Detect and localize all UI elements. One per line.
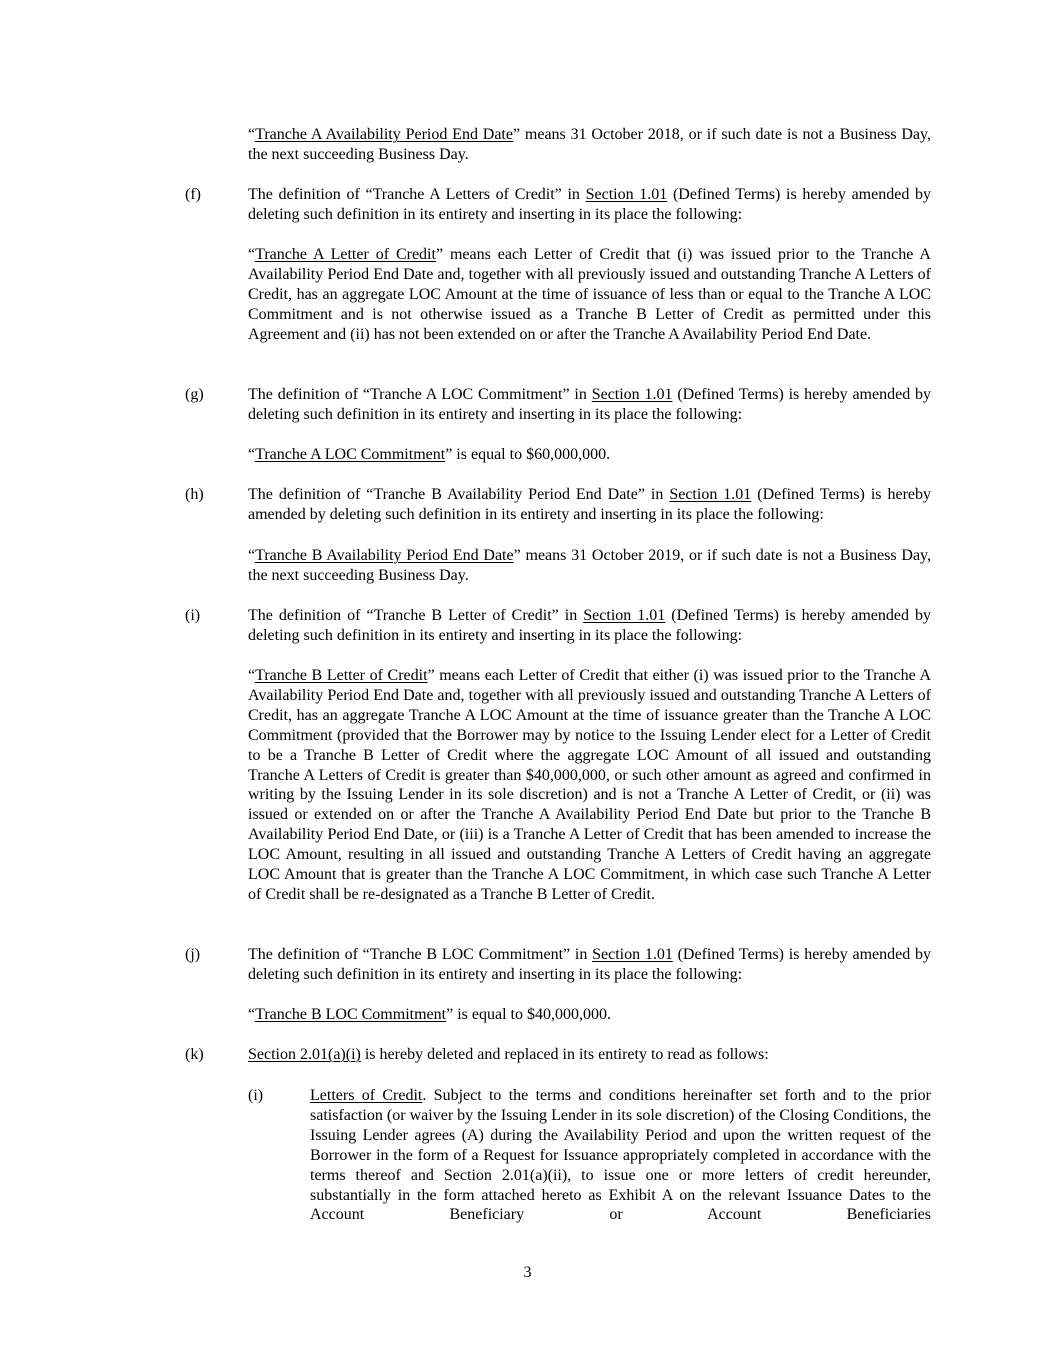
definition-tranche-a-letter-of-credit: “Tranche A Letter of Credit” means each Letter of Credit that (i) was issued prior to the Tranche A Availability Period End Date and, together with all previously issued and outstanding Tranche A Letters of Credit, has an aggregate LOC Amount at the time of issuance of less than or equal to the Tranche A LOC Commitment and is not otherwise issued as a Tranche B Letter of Credit as permitted under this Agreement and (ii) has not been extended on or after the Tranche A Availability Period End Date.	[248, 246, 931, 343]
section-reference: Section 1.01	[592, 946, 673, 963]
definition-tranche-a-loc-commitment: “Tranche A LOC Commitment” is equal to $60,000,000.	[248, 446, 611, 463]
defined-term: Tranche A LOC Commitment	[255, 446, 446, 463]
clause-text: is hereby deleted and replaced in its entirety to read as follows:	[360, 1046, 769, 1063]
defined-term: Tranche B Availability Period End Date	[255, 547, 514, 564]
definition-text: means 31 October 2018, or if such date is not a Business Day, the next succeeding Business Day.	[248, 126, 931, 163]
clause-label-f: (f)	[185, 186, 201, 203]
definition-text: is equal to $60,000,000.	[452, 446, 611, 463]
subclause-letters-of-credit	[310, 1086, 931, 1225]
definition-text: means each Letter of Credit that either (i) was issued prior to the Tranche A Availability Period End Date and, together with all previously issued and outstanding Tranche A Letters of Credit, has an aggregate Tranche A LOC Amount at the time of issuance greater than the Tranche A LOC Commitment (provided that the Borrower may by notice to the Issuing Lender elect for a Letter of Credit to be a Tranche B Letter of Credit where the aggregate LOC Amount of all issued and outstanding Tranche A Letters of Credit is greater than $40,000,000, or such other amount as agreed and confirmed in writing by the Issuing Lender in its sole discretion) and is not a Tranche A Letter of Credit, or (ii) was issued or extended on or after the Tranche A Availability Period End Date but prior to the Tranche B Availability Period End Date, or (iii) is a Tranche A Letter of Credit that has been amended to increase the LOC Amount, resulting in all issued and outstanding Tranche A Letters of Credit having an aggregate LOC Amount that is greater than the Tranche A LOC Commitment, in which case such Tranche A Letter of Credit shall be re-designated as a Tranche B Letter of Credit.	[248, 667, 931, 903]
clause-g-text	[248, 385, 931, 425]
defined-term: Tranche B Letter of Credit	[255, 667, 428, 684]
defined-term: Tranche A Availability Period End Date	[255, 126, 513, 143]
subclause-heading: Letters of Credit	[310, 1087, 423, 1104]
definition-tranche-b-availability-period-end-date: “Tranche B Availability Period End Date” means 31 October 2019, or if such date is not a Business Day, the next succeeding Business Day.	[248, 547, 932, 584]
clause-text: (Defined Terms) is hereby amended by deleting such definition in its entirety and inserting in its place the following:	[248, 186, 932, 223]
clause-k-text	[248, 1045, 931, 1065]
subclause-label-i: (i)	[248, 1087, 264, 1104]
section-reference: Section 1.01	[585, 186, 668, 203]
section-reference: Section 1.01	[583, 607, 666, 624]
clause-text: The definition of “Tranche A Letters of Credit” in	[248, 186, 586, 203]
clause-label-g: (g)	[185, 386, 204, 403]
clause-text: The definition of “Tranche B LOC Commitment” in	[248, 946, 593, 963]
clause-label-j: (j)	[185, 946, 201, 963]
section-reference: Section 2.01(a)(i)	[248, 1046, 361, 1063]
clause-j-text	[248, 945, 931, 985]
clause-text: The definition of “Tranche A LOC Commitment” in	[248, 386, 592, 403]
definition-text: means 31 October 2019, or if such date is not a Business Day, the next succeeding Business Day.	[248, 547, 932, 584]
clause-text: (Defined Terms) is hereby amended by deleting such definition in its entirety and inserting in its place the following:	[248, 946, 931, 983]
subclause-text: . Subject to the terms and conditions hereinafter set forth and to the prior satisfaction (or waiver by the Issuing Lender in its sole discretion) of the Closing Conditions, the Issuing Lender agrees (A) during the Availability Period and upon the written request of the Borrower in the form of a Request for Issuance appropriately completed in accordance with the terms thereof and Section 2.01(a)(ii), to issue one or more letters of credit hereunder, substantially in the form attached hereto as Exhibit A on the relevant Issuance Dates to the Account Beneficiary or Account Beneficiaries	[310, 1087, 931, 1224]
clause-label-i: (i)	[185, 607, 201, 624]
definition-tranche-b-loc-commitment: “Tranche B LOC Commitment” is equal to $40,000,000.	[248, 1006, 611, 1023]
section-reference: Section 1.01	[669, 486, 752, 503]
section-reference: Section 1.01	[591, 386, 673, 403]
clause-i-text	[248, 606, 931, 646]
defined-term: Tranche A Letter of Credit	[255, 246, 436, 263]
defined-term: Tranche B LOC Commitment	[255, 1006, 447, 1023]
definition-tranche-b-letter-of-credit: “Tranche B Letter of Credit” means each Letter of Credit that either (i) was issued prior to the Tranche A Availability Period End Date and, together with all previously issued and outstanding Tranche A Letters of Credit, has an aggregate Tranche A LOC Amount at the time of issuance greater than the Tranche A LOC Commitment (provided that the Borrower may by notice to the Issuing Lender elect for a Letter of Credit to be a Tranche B Letter of Credit where the aggregate LOC Amount of all issued and outstanding Tranche A Letters of Credit is greater than $40,000,000, or such other amount as agreed and confirmed in writing by the Issuing Lender in its sole discretion) and is not a Tranche A Letter of Credit, or (ii) was issued or extended on or after the Tranche A Availability Period End Date but prior to the Tranche B Availability Period End Date, or (iii) is a Tranche A Letter of Credit that has been amended to increase the LOC Amount, resulting in all issued and outstanding Tranche A Letters of Credit having an aggregate LOC Amount that is greater than the Tranche A LOC Commitment, in which case such Tranche A Letter of Credit shall be re-designated as a Tranche B Letter of Credit.	[248, 667, 931, 903]
clause-text: (Defined Terms) is hereby amended by deleting such definition in its entirety and inserting in its place the following:	[248, 386, 932, 423]
clause-text: The definition of “Tranche B Availability Period End Date” in	[248, 486, 670, 503]
definition-text: means each Letter of Credit that (i) was issued prior to the Tranche A Availability Period End Date and, together with all previously issued and outstanding Tranche A Letters of Credit, has an aggregate LOC Amount at the time of issuance of less than or equal to the Tranche A LOC Commitment and is not otherwise issued as a Tranche B Letter of Credit as permitted under this Agreement and (ii) has not been extended on or after the Tranche A Availability Period End Date.	[248, 246, 931, 343]
clause-f-text	[248, 185, 931, 225]
clause-h-text	[248, 485, 931, 525]
definition-text: is equal to $40,000,000.	[453, 1006, 611, 1023]
definition-tranche-a-availability-period-end-date: “Tranche A Availability Period End Date” means 31 October 2018, or if such date is not a Business Day, the next succeeding Business Day.	[248, 126, 931, 163]
clause-label-k: (k)	[185, 1046, 204, 1063]
clause-label-h: (h)	[185, 486, 204, 503]
clause-text: (Defined Terms) is hereby amended by deleting such definition in its entirety and inserting in its place the following:	[248, 486, 932, 523]
page-number: 3	[523, 1264, 532, 1281]
clause-text: The definition of “Tranche B Letter of Credit” in	[248, 607, 584, 624]
clause-text: (Defined Terms) is hereby amended by deleting such definition in its entirety and inserting in its place the following:	[248, 607, 932, 644]
